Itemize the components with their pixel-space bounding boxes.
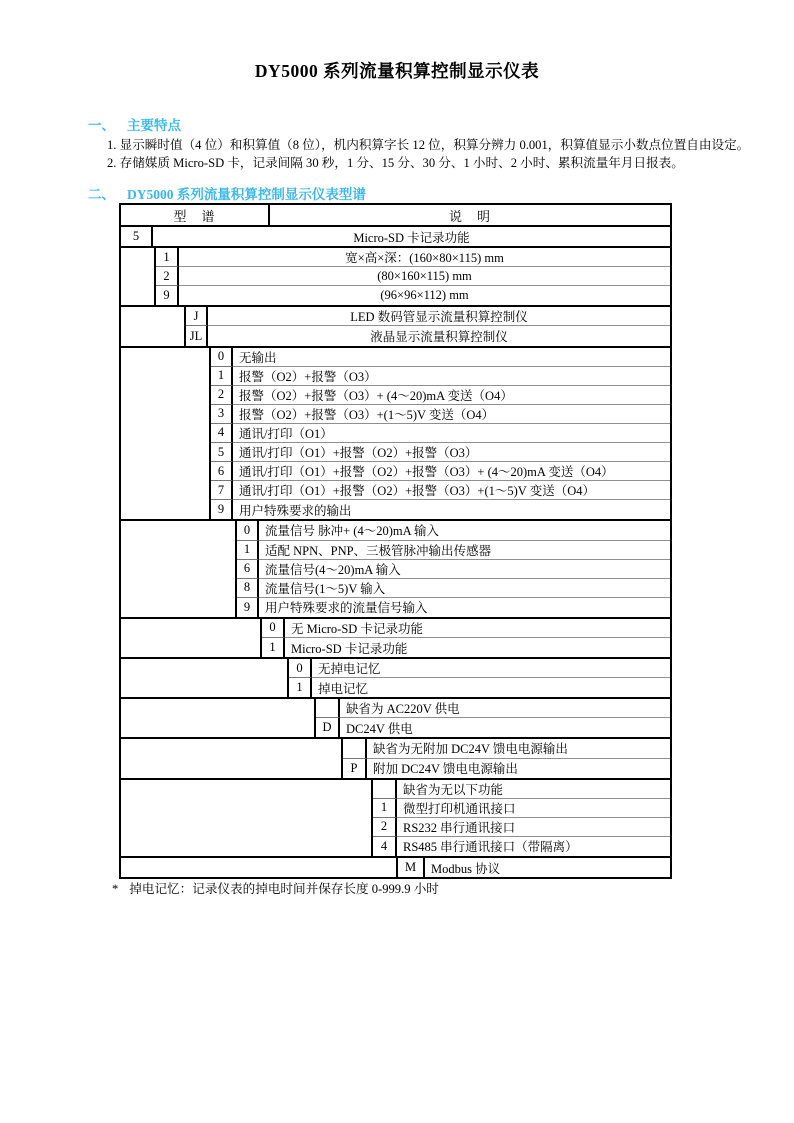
- table-header-model: 型 谱: [121, 205, 270, 225]
- model-row: [121, 541, 670, 560]
- model-row-lead-cell: [121, 386, 211, 405]
- model-code-cell: J: [186, 307, 208, 326]
- model-code-cell: M: [398, 858, 425, 877]
- model-row: [121, 267, 670, 286]
- model-row: [121, 678, 670, 697]
- model-description-cell: 无 Micro-SD 卡记录功能: [285, 619, 670, 638]
- model-code-cell: 6: [211, 462, 233, 481]
- model-description-cell: 无输出: [233, 348, 670, 367]
- model-row: [121, 699, 670, 718]
- model-row-lead-cell: [121, 267, 156, 286]
- model-row-lead-cell: [121, 837, 373, 856]
- model-code-cell: 1: [211, 367, 233, 386]
- model-row-lead-cell: [121, 858, 398, 877]
- model-code-cell: 1: [373, 799, 397, 818]
- model-description-cell: 掉电记忆: [318, 681, 369, 696]
- model-row-lead-cell: [121, 424, 211, 443]
- model-row-lead-cell: [121, 481, 211, 500]
- section-features-number: 一、: [88, 118, 115, 133]
- model-row-lead-cell: [121, 500, 211, 519]
- model-code-cell: 9: [237, 598, 259, 617]
- model-row: [121, 307, 670, 326]
- model-code-cell: JL: [186, 326, 208, 345]
- model-row: [121, 348, 670, 367]
- model-description-cell: Micro-SD 卡记录功能: [353, 230, 470, 245]
- model-row: [121, 443, 670, 462]
- model-row: [121, 579, 670, 598]
- section-model-number: 二、: [88, 187, 115, 202]
- model-group-sd-record-option: [121, 617, 670, 657]
- model-code-cell: 9: [156, 286, 179, 305]
- model-code-cell: 1: [262, 638, 285, 657]
- model-row: [121, 837, 670, 856]
- model-description-cell: 微型打印机通讯接口: [397, 799, 670, 818]
- model-code-cell: [343, 739, 367, 758]
- model-row: [121, 718, 670, 737]
- model-description-cell: 流量信号(1～5)V 输入: [259, 579, 670, 598]
- model-row-lead-cell: [121, 248, 156, 267]
- model-description-cell: LED 数码管显示流量积算控制仪: [208, 307, 670, 326]
- model-description-cell: 缺省为无以下功能: [397, 780, 670, 799]
- section-model-heading: [88, 183, 366, 203]
- model-group-comm-interface: [121, 778, 670, 856]
- model-description-cell: 通讯/打印（O1）+报警（O2）+报警（O3）: [233, 443, 670, 462]
- model-row: [121, 405, 670, 424]
- model-row: [121, 619, 670, 638]
- model-description-cell: 适配 NPN、PNP、三极管脉冲输出传感器: [259, 541, 670, 560]
- model-row-lead-cell: [121, 405, 211, 424]
- model-code-cell: 5: [211, 443, 233, 462]
- model-description-cell: 液晶显示流量积算控制仪: [370, 330, 508, 345]
- model-row-lead-cell: [121, 598, 237, 617]
- model-row-lead-cell: [121, 780, 373, 799]
- feature-item: 1. 显示瞬时值（4 位）和积算值（8 位），机内积算字长 12 位，积算分辨力 0.001，积算值显示小数点位置自由设定。: [107, 138, 750, 152]
- model-description-cell: 报警（O2）+报警（O3）+(1～5)V 变送（O4）: [233, 405, 670, 424]
- model-code-cell: 2: [156, 267, 179, 286]
- model-row-lead-cell: [121, 443, 211, 462]
- model-code-cell: D: [316, 718, 340, 737]
- model-code-cell: 4: [211, 424, 233, 443]
- model-row: [121, 560, 670, 579]
- model-row: [121, 227, 670, 246]
- model-code-cell: 0: [237, 521, 259, 540]
- model-description-cell: Micro-SD 卡记录功能: [291, 641, 408, 656]
- footnote-text: 掉电记忆：记录仪表的掉电时间并保存长度 0-999.9 小时: [129, 882, 439, 896]
- model-row-lead-cell: [121, 307, 186, 326]
- model-description-cell: 宽×高×深：(160×80×115) mm: [179, 248, 670, 267]
- model-row-lead-cell: [121, 367, 211, 386]
- model-group-feed-power-output: [121, 737, 670, 777]
- model-row: [121, 521, 670, 540]
- model-description-cell: 流量信号(4～20)mA 输入: [259, 560, 670, 579]
- model-code-cell: 1: [289, 678, 312, 697]
- model-description-cell: 缺省为 AC220V 供电: [340, 699, 670, 718]
- model-description-cell: Modbus 协议: [431, 861, 501, 876]
- model-row-lead-cell: [121, 718, 316, 737]
- model-description-cell: 用户特殊要求的流量信号输入: [265, 601, 428, 616]
- model-description-cell: 用户特殊要求的输出: [239, 503, 352, 518]
- model-description-cell: 通讯/打印（O1）: [233, 424, 670, 443]
- model-description-cell: 无掉电记忆: [312, 659, 670, 678]
- model-row: [121, 367, 670, 386]
- model-row: [121, 598, 670, 617]
- model-code-cell: [316, 699, 340, 718]
- footnote-marker: *: [112, 882, 119, 896]
- model-spectrum-table: [119, 203, 672, 879]
- model-row: [121, 858, 670, 877]
- model-row-lead-cell: [121, 286, 156, 305]
- model-row-lead-cell: [121, 799, 373, 818]
- model-description-cell: 缺省为无附加 DC24V 馈电电源输出: [367, 739, 670, 758]
- model-row-lead-cell: [121, 619, 262, 638]
- model-row-lead-cell: [121, 739, 343, 758]
- model-code-cell: 7: [211, 481, 233, 500]
- model-row-lead-cell: [121, 678, 289, 697]
- model-code-cell: 3: [211, 405, 233, 424]
- model-row: [121, 638, 670, 657]
- model-code-cell: 5: [121, 227, 153, 246]
- model-row-lead-cell: [121, 659, 289, 678]
- model-description-cell: (96×96×112) mm: [380, 288, 469, 303]
- model-code-cell: [373, 780, 397, 799]
- model-description-cell: (80×160×115) mm: [179, 267, 670, 286]
- document-title: DY5000 系列流量积算控制显示仪表: [254, 61, 540, 81]
- model-row: [121, 481, 670, 500]
- model-row: [121, 780, 670, 799]
- feature-list: [107, 136, 750, 173]
- table-header-description: 说 明: [448, 208, 491, 224]
- model-row-lead-cell: [121, 326, 186, 345]
- model-group-series-record-flag: [121, 227, 670, 246]
- model-row-lead-cell: [121, 521, 237, 540]
- model-code-cell: 6: [237, 560, 259, 579]
- model-group-power-supply: [121, 697, 670, 737]
- model-row-lead-cell: [121, 348, 211, 367]
- model-row-lead-cell: [121, 541, 237, 560]
- model-description-cell: RS232 串行通讯接口: [397, 818, 670, 837]
- model-description-cell: 报警（O2）+报警（O3）: [233, 367, 670, 386]
- model-row: [121, 248, 670, 267]
- model-row-lead-cell: [121, 759, 343, 778]
- table-body: [121, 227, 670, 877]
- model-row-lead-cell: [121, 818, 373, 837]
- model-row-lead-cell: [121, 579, 237, 598]
- model-row: [121, 739, 670, 758]
- model-row: [121, 424, 670, 443]
- section-model-title: DY5000 系列流量积算控制显示仪表型谱: [127, 187, 366, 202]
- model-row: [121, 659, 670, 678]
- model-description-cell: RS485 串行通讯接口（带隔离）: [403, 840, 578, 855]
- model-code-cell: P: [343, 759, 367, 778]
- model-code-cell: 0: [262, 619, 285, 638]
- section-features-title: 主要特点: [127, 118, 181, 133]
- model-code-cell: 8: [237, 579, 259, 598]
- model-group-power-down-memory: [121, 657, 670, 697]
- model-code-cell: 4: [373, 837, 397, 856]
- model-description-cell: DC24V 供电: [346, 721, 413, 736]
- model-row: [121, 759, 670, 778]
- model-group-protocol: [121, 856, 670, 877]
- model-row-lead-cell: [121, 560, 237, 579]
- model-row: [121, 799, 670, 818]
- model-group-case-size: [121, 246, 670, 305]
- model-description-cell: 通讯/打印（O1）+报警（O2）+报警（O3）+(1～5)V 变送（O4）: [233, 481, 670, 500]
- table-header-row: [121, 205, 670, 227]
- model-code-cell: 0: [289, 659, 312, 678]
- model-description-cell: 流量信号 脉冲+ (4～20)mA 输入: [259, 521, 670, 540]
- model-code-cell: 2: [211, 386, 233, 405]
- footnote: [112, 878, 439, 897]
- model-row-lead-cell: [121, 638, 262, 657]
- model-row-lead-cell: [121, 462, 211, 481]
- model-row: [121, 500, 670, 519]
- section-features-heading: [88, 114, 181, 134]
- model-row: [121, 326, 670, 345]
- model-description-cell: 附加 DC24V 馈电电源输出: [373, 762, 518, 777]
- model-row: [121, 818, 670, 837]
- model-code-cell: 9: [211, 500, 233, 519]
- model-group-input-signal: [121, 519, 670, 616]
- model-description-cell: 报警（O2）+报警（O3）+ (4～20)mA 变送（O4）: [233, 386, 670, 405]
- model-row: [121, 462, 670, 481]
- model-description-cell: 通讯/打印（O1）+报警（O2）+报警（O3）+ (4～20)mA 变送（O4）: [233, 462, 670, 481]
- model-row: [121, 386, 670, 405]
- model-code-cell: 1: [237, 541, 259, 560]
- model-row-lead-cell: [121, 699, 316, 718]
- model-code-cell: 1: [156, 248, 179, 267]
- model-code-cell: 0: [211, 348, 233, 367]
- model-group-display-type: [121, 305, 670, 345]
- model-row: [121, 286, 670, 305]
- feature-item: 2. 存储媒质 Micro-SD 卡，记录间隔 30 秒，1 分、15 分、30 分、1 小时、2 小时、累积流量年月日报表。: [107, 156, 684, 171]
- model-group-output-type: [121, 346, 670, 520]
- model-code-cell: 2: [373, 818, 397, 837]
